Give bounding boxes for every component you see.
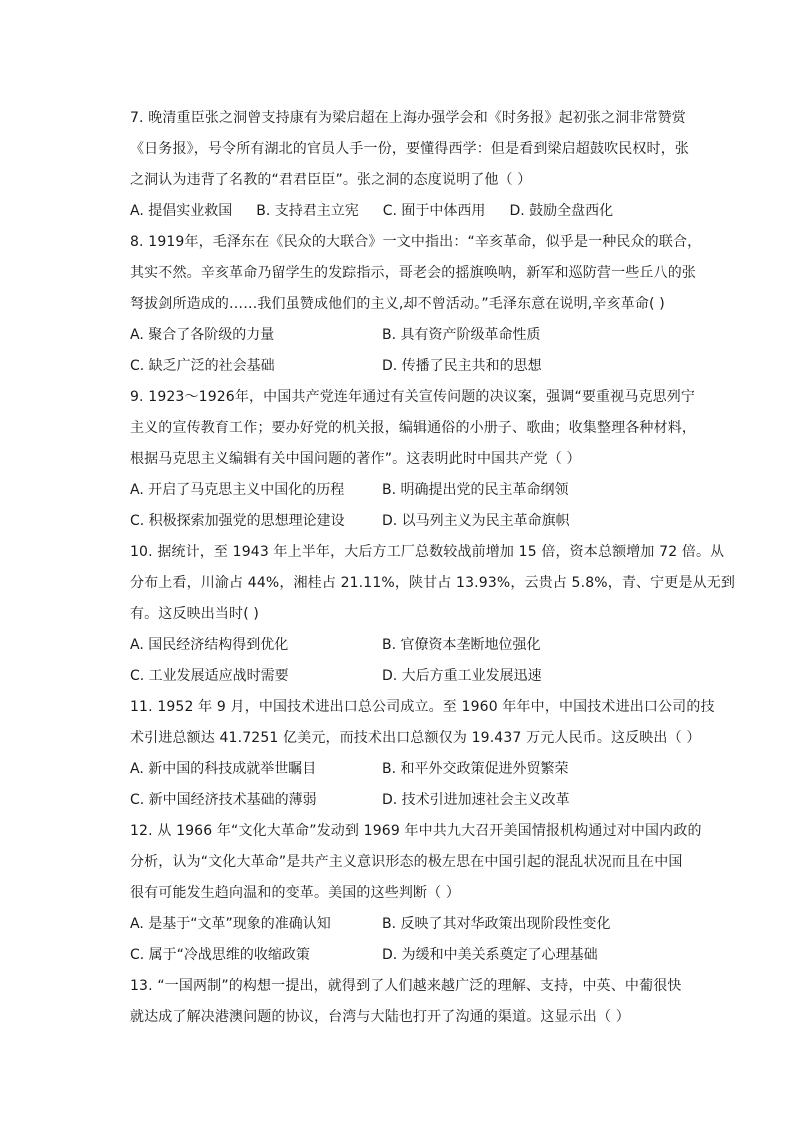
question-text-line: 分析，认为“文化大革命”是共产主义意识形态的极左思在中国引起的混乱状况而且在中国	[130, 854, 683, 870]
question-text-line: 10. 据统计，至 1943 年上半年，大后方工厂总数较战前增加 15 倍，资本总额增加 72 倍。从	[130, 544, 725, 560]
option-a[interactable]: A. 聚合了各阶级的力量	[130, 327, 275, 343]
option-d[interactable]: D. 以马列主义为民主革命旗帜	[382, 513, 570, 529]
option-a[interactable]: A. 国民经济结构得到优化	[130, 637, 289, 653]
options-row	[130, 940, 690, 971]
option-c[interactable]: C. 囿于中体西用	[382, 203, 486, 219]
question-11	[130, 692, 715, 816]
option-b[interactable]: B. 和平外交政策促进外贸繁荣	[382, 761, 569, 777]
question-text-line: 有。这反映出当时( )	[130, 606, 260, 622]
option-c[interactable]: C. 工业发展适应战时需要	[130, 668, 289, 684]
options-row	[130, 196, 690, 227]
option-b[interactable]: B. 反映了其对华政策出现阶段性变化	[382, 916, 611, 932]
question-text-line: 主义的宣传教育工作；要办好党的机关报，编辑通俗的小册子、歌曲；收集整理各种材料，	[130, 420, 696, 436]
question-9	[130, 382, 696, 537]
options-row	[130, 630, 690, 661]
options-row	[130, 661, 690, 692]
option-c[interactable]: C. 属于“冷战思维的收缩政策	[130, 947, 310, 963]
option-c[interactable]: C. 积极探索加强党的思想理论建设	[130, 513, 345, 529]
exam-page	[130, 103, 736, 1033]
option-c[interactable]: C. 缺乏广泛的社会基础	[130, 358, 275, 374]
option-d[interactable]: D. 传播了民主共和的思想	[382, 358, 542, 374]
question-8	[130, 227, 702, 382]
question-text-line: 7. 晚清重臣张之洞曾支持康有为梁启超在上海办强学会和《时务报》起初张之洞非常赞赏	[130, 110, 686, 126]
option-a[interactable]: A. 开启了马克思主义中国化的历程	[130, 482, 345, 498]
question-text-line: 术引进总额达 41.7251 亿美元，而技术出口总额仅为 19.437 万元人民币。这反映出（ ）	[130, 730, 701, 746]
question-text-line: 9. 1923～1926年，中国共产党连年通过有关宣传问题的决议案，强调“要重视马克思列宁	[130, 389, 696, 405]
question-text-line: 分布上看，川渝占 44%，湘桂占 21.11%，陕甘占 13.93%，云贵占 5.8%，青、宁更是从无到	[130, 575, 736, 591]
option-b[interactable]: B. 具有资产阶级革命性质	[382, 327, 541, 343]
question-text-line: 就达成了解决港澳问题的协议，台湾与大陆也打开了沟通的渠道。这显示出（ ）	[130, 1009, 630, 1025]
option-a[interactable]: A. 提倡实业救国	[130, 203, 233, 219]
option-c[interactable]: C. 新中国经济技术基础的薄弱	[130, 792, 317, 808]
question-text-line: 13. “一国两制”的构想一提出，就得到了人们越来越广泛的理解、支持，中英、中葡很快	[130, 978, 682, 994]
option-d[interactable]: D. 鼓励全盘西化	[509, 203, 614, 219]
question-text-line: 根据马克思主义编辑有关中国问题的著作”。这表明此时中国共产党（ ）	[130, 451, 581, 467]
option-d[interactable]: D. 技术引进加速社会主义改革	[382, 792, 570, 808]
option-a[interactable]: A. 新中国的科技成就举世瞩目	[130, 761, 317, 777]
question-text-line: 11. 1952 年 9 月，中国技术进出口总公司成立。至 1960 年年中，中国技术进出口公司的技	[130, 699, 715, 715]
question-text-line: 《日务报》，号令所有湖北的官员人手一份，要懂得西学：但是看到梁启超鼓吹民权时，张	[130, 141, 689, 157]
options-row	[130, 506, 690, 537]
question-7	[130, 103, 690, 227]
option-a[interactable]: A. 是基于“文革”现象的准确认知	[130, 916, 331, 932]
options-row	[130, 754, 690, 785]
options-row	[130, 475, 690, 506]
options-row	[130, 351, 690, 382]
question-text-line: 很有可能发生趋向温和的变革。美国的这些判断（ ）	[130, 885, 461, 901]
option-b[interactable]: B. 支持君主立宪	[256, 203, 359, 219]
options-row	[130, 320, 690, 351]
option-d[interactable]: D. 为缓和中美关系奠定了心理基础	[382, 947, 598, 963]
question-text-line: 其实不然。辛亥革命乃留学生的发踪指示，哥老会的摇旗唤呐，新军和巡防营一些丘八的张	[130, 265, 696, 281]
question-13	[130, 971, 690, 1033]
question-text-line: 12. 从 1966 年“文化大革命”发动到 1969 年中共九大召开美国情报机构通过对中国内政的	[130, 823, 702, 839]
question-10	[130, 537, 736, 692]
option-b[interactable]: B. 官僚资本垄断地位强化	[382, 637, 541, 653]
options-row	[130, 785, 690, 816]
question-12	[130, 816, 702, 971]
options-row	[130, 909, 690, 940]
question-text-line: 之洞认为违背了名教的“君君臣臣”。张之洞的态度说明了他（ ）	[130, 172, 532, 188]
question-text-line: 8. 1919年，毛泽东在《民众的大联合》一文中指出：“辛亥革命，似乎是一种民众的联合，	[130, 234, 702, 250]
option-b[interactable]: B. 明确提出党的民主革命纲领	[382, 482, 569, 498]
question-text-line: 弩拔剑所造成的……我们虽赞成他们的主义,却不曾活动。”毛泽东意在说明,辛亥革命( )	[130, 296, 665, 312]
option-d[interactable]: D. 大后方重工业发展迅速	[382, 668, 542, 684]
